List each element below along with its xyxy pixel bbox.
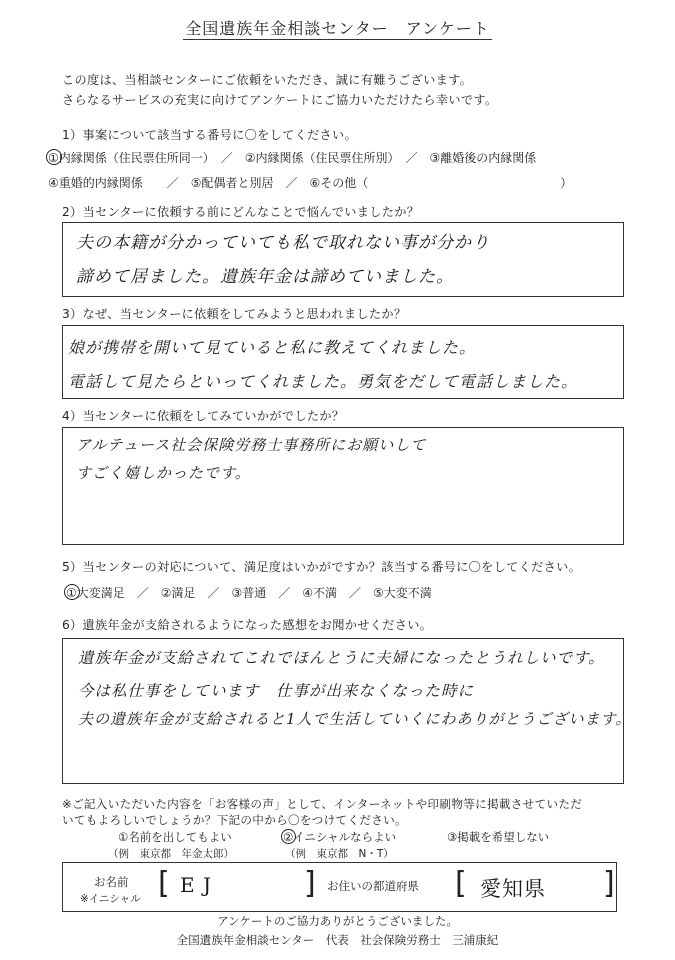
- initial-label: ※イニシャル: [80, 893, 141, 905]
- intro-line-2: さらなるサービスの充実に向けてアンケートにご協力いただけたら幸いです。: [62, 93, 498, 107]
- prefecture-value: 愛知県: [480, 877, 546, 901]
- intro-line-1: この度は、当相談センターにご依頼をいただき、誠に有難うございます。: [62, 73, 473, 87]
- publish-notice-line-2: いてもよろしいでしょうか？下記の中から〇をつけてください。: [62, 813, 407, 827]
- question-2: 2）当センターに依頼する前にどんなことで悩んでいましたか？: [62, 205, 420, 219]
- name-bracket-close: ]: [304, 866, 316, 901]
- publish-option-3: ③掲載を希望しない: [447, 830, 550, 844]
- question-3: 3）なぜ、当センターに依頼をしてみようと思われましたか？: [62, 307, 407, 321]
- answer-4-line-2: すごく嬉しかったです。: [76, 464, 251, 482]
- publish-option-1-example: （例 東京都 年金太郎）: [108, 848, 234, 860]
- publish-option-2: ②イニシャルならよい: [283, 830, 397, 844]
- question-5: 5）当センターの対応について、満足度はいかがですか？該当する番号に〇をしてください。: [62, 560, 582, 574]
- signature-text: 全国遺族年金相談センター 代表 社会保険労務士 三浦康紀: [176, 933, 499, 947]
- answer-6-line-3: 夫の遺族年金が支給されると1人で生活していくにわありがとうございます。: [78, 710, 632, 728]
- prefecture-bracket-open: [: [455, 866, 467, 901]
- publish-notice-line-1: ※ご記入いただいた内容を「お客様の声」として、インターネットや印刷物等に掲載させていただ: [62, 797, 583, 811]
- answer-3-line-2: 電話して見たらといってくれました。勇気をだして電話しました。: [68, 372, 579, 391]
- q1-options-row-1: ①内縁関係（住民票住所同一） ／ ②内縁関係（住民票住所別） ／ ③離婚後の内縁関係: [48, 151, 537, 165]
- answer-3-line-1: 娘が携帯を開いて見ていると私に教えてくれました。: [68, 338, 477, 357]
- name-value: E J: [180, 873, 212, 897]
- q1-options-row-2: ④重婚的内縁関係 ／ ⑤配偶者と別居 ／ ⑥その他（ ）: [48, 176, 573, 190]
- publish-selection-circle: [281, 829, 296, 844]
- thanks-text: アンケートのご協力ありがとうございました。: [217, 914, 458, 928]
- publish-option-2-example: （例 東京都 N・T）: [285, 848, 394, 860]
- answer-6-line-2: 今は私仕事をしています 仕事が出来なくなった時に: [78, 682, 475, 700]
- name-bracket-open: [: [158, 866, 170, 901]
- answer-6-line-1: 遺族年金が支給されてこれでほんとうに夫婦になったとうれしいです。: [78, 649, 605, 667]
- prefecture-label: お住いの都道府県: [327, 879, 419, 893]
- answer-2-line-1: 夫の本籍が分かっていても私で取れない事が分かり: [76, 233, 490, 253]
- answer-2-line-2: 諦めて居ました。遺族年金は諦めていました。: [76, 267, 454, 287]
- question-6: 6）遺族年金が支給されるようになった感想をお聞かせください。: [62, 618, 433, 632]
- q1-selection-circle: [46, 149, 62, 165]
- answer-4-line-1: アルテュース社会保険労務士事務所にお願いして: [76, 436, 427, 454]
- prefecture-bracket-close: ]: [603, 866, 615, 901]
- question-4: 4）当センターに依頼をしてみていかがでしたか？: [62, 409, 345, 423]
- question-1: 1）事案について該当する番号に〇をしてください。: [62, 128, 358, 142]
- name-label: お名前: [94, 875, 129, 889]
- page-title: 全国遺族年金相談センター アンケート: [185, 19, 490, 38]
- publish-option-1: ①名前を出してもよい: [118, 830, 232, 844]
- q5-options: ①大変満足 ／ ②満足 ／ ③普通 ／ ④不満 ／ ⑤大変不満: [66, 586, 432, 600]
- q5-selection-circle: [64, 584, 80, 600]
